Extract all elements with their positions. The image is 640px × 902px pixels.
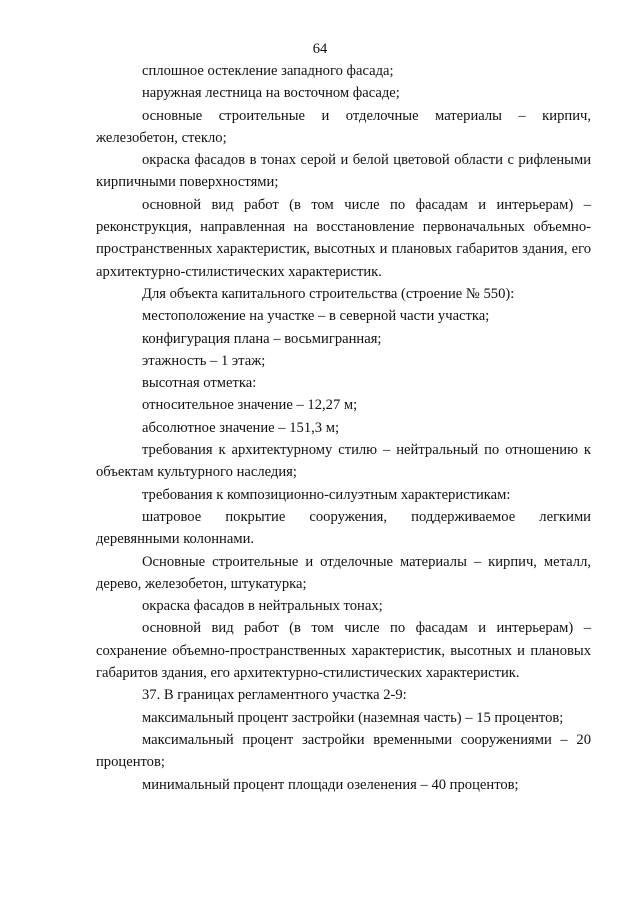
paragraph-min-greening: минимальный процент площади озеленения – 40 процентов; xyxy=(142,776,519,793)
paragraph-neutral-colors: окраска фасадов в нейтральных тонах; xyxy=(142,598,383,615)
paragraph-building-550: Для объекта капитального строительства (строение № 550): xyxy=(142,285,515,302)
paragraph-height-mark: высотная отметка: xyxy=(142,375,257,392)
paragraph-staircase: наружная лестница на восточном фасаде; xyxy=(142,85,400,102)
paragraph-main-materials: Основные строительные и отделочные материалы – кирпич, металл, дерево, железобетон, штукатурка; xyxy=(96,553,591,592)
paragraph-relative-value: относительное значение – 12,27 м; xyxy=(142,397,358,414)
paragraph-works-preservation: основной вид работ (в том числе по фасадам и интерьерам) – сохранение объемно-пространственных характеристик, высотных и плановых габаритов здания, его архитектурно-стилистических характеристик. xyxy=(96,620,591,682)
paragraph-works-type: основной вид работ (в том числе по фасадам и интерьерам) – реконструкция, направленная на восстановление первоначальных объемно-пространственных характеристик, высотных и плановых габаритов здания, его архитектурно-стилистических характеристик. xyxy=(96,196,591,280)
paragraph-silhouette-requirements: требования к композиционно-силуэтным характеристикам: xyxy=(142,486,511,503)
paragraph-tent-roof: шатровое покрытие сооружения, поддерживаемое легкими деревянными колоннами. xyxy=(96,508,591,548)
paragraph-max-building-percent: максимальный процент застройки (наземная часть) – 15 процентов; xyxy=(142,709,564,726)
paragraph-location: местоположение на участке – в северной части участка; xyxy=(142,308,490,325)
document-body xyxy=(96,60,591,796)
paragraph-storeys: этажность – 1 этаж; xyxy=(142,352,266,369)
paragraph-materials: основные строительные и отделочные материалы – кирпич, железобетон, стекло; xyxy=(96,107,591,146)
paragraph-section-37: 37. В границах регламентного участка 2-9: xyxy=(142,687,407,704)
paragraph-temporary-structures: максимальный процент застройки временными сооружениями – 20 процентов; xyxy=(96,731,591,771)
paragraph-facade-color: окраска фасадов в тонах серой и белой цветовой области с рифлеными кирпичными поверхностями; xyxy=(96,152,591,191)
paragraph-glazing: сплошное остекление западного фасада; xyxy=(142,63,394,79)
page-number: 64 xyxy=(312,41,328,57)
paragraph-plan-configuration: конфигурация плана – восьмигранная; xyxy=(142,330,382,347)
paragraph-architectural-style: требования к архитектурному стилю – нейтральный по отношению к объектам культурного наследия; xyxy=(96,442,591,481)
paragraph-absolute-value: абсолютное значение – 151,3 м; xyxy=(142,419,340,436)
